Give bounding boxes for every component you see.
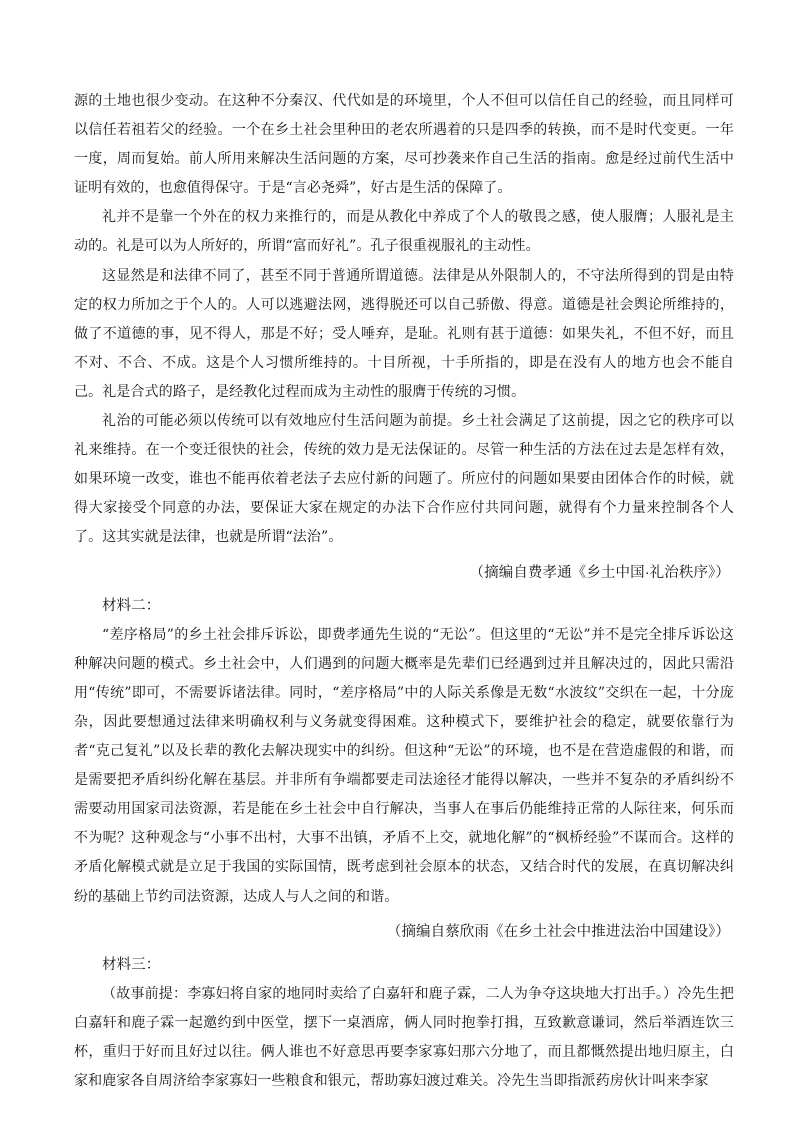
material1-paragraph-3: 这显然是和法律不同了，甚至不同于普通所谓道德。法律是从外限制人的，不守法所得到的罚是由特定的权力所加之于个人的。人可以逃避法网，逃得脱还可以自己骄傲、得意。道德是社会舆论所维持的，做了不道德的事，见不得人，那是不好；受人唾弃，是耻。礼则有甚于道德：如果失礼，不但不好，而且不对、不合、不成。这是个人习惯所维持的。十目所视，十手所指的，即是在没有人的地方也会不能自己。礼是合式的路子，是经教化过程而成为主动性的服膺于传统的习惯。 [74, 267, 734, 400]
material2-source: （摘编自蔡欣雨《在乡土社会中推进法治中国建设》） [386, 923, 730, 940]
material1-paragraph-2: 礼并不是靠一个外在的权力来推行的，而是从教化中养成了个人的敬畏之感，使人服膺；人服礼是主动的。礼是可以为人所好的，所谓“富而好礼”。孔子很重视服礼的主动性。 [74, 209, 734, 255]
material2-paragraph-1: “差序格局”的乡土社会排斥诉讼，即费孝通先生说的“无讼”。但这里的“无讼”并不是完全排斥诉讼这种解决问题的模式。乡土社会中，人们遇到的问题大概率是先辈们已经遇到过并且解决过的，因此只需沿用“传统”即可，不需要诉诸法律。同时，“差序格局”中的人际关系像是无数“水波纹”交织在一起，十分庞杂，因此要想通过法律来明确权利与义务就变得困难。这种模式下，要维护社会的稳定，就要依靠行为者“克己复礼”以及长辈的教化去解决现实中的纠纷。但这种“无讼”的环境，也不是在营造虚假的和谐，而是需要把矛盾纠纷化解在基层。并非所有争端都要走司法途径才能得以解决，一些并不复杂的矛盾纠纷不需要动用国家司法资源，若是能在乡土社会中自行解决，当事人在事后仍能维持正常的人际往来，何乐而不为呢？这种观念与“小事不出村，大事不出镇，矛盾不上交，就地化解”的“枫桥经验”不谋而合。这样的矛盾化解模式就是立足于我国的实际国情，既考虑到社会原本的状态，又结合时代的发展，在真切解决纠纷的基础上节约司法资源，达成人与人之间的和谐。 [74, 626, 734, 905]
material3-paragraph-1: （故事前提：李寡妇将自家的地同时卖给了白嘉轩和鹿子霖，二人为争夺这块地大打出手。）冷先生把白嘉轩和鹿子霖一起邀约到中医堂，摆下一桌酒席，俩人同时抱拳打揖，互致歉意谦词，然后举酒连饮三杯，重归于好而且好过以往。俩人谁也不好意思再要李家寡妇那六分地了，而且都慨然提出地归原主，白家和鹿家各自周济给李家寡妇一些粮食和银元，帮助寡妇渡过难关。冷先生当即指派药房伙计叫来李家 [74, 985, 734, 1090]
material3-heading: 材料三： [102, 956, 161, 973]
material1-paragraph-4: 礼治的可能必须以传统可以有效地应付生活问题为前提。乡土社会满足了这前提，因之它的秩序可以礼来维持。在一个变迁很快的社会，传统的效力是无法保证的。尽管一种生活的方法在过去是怎样有效，如果环境一改变，谁也不能再依着老法子去应付新的问题了。所应付的问题如果要由团体合作的时候，就得大家接受个同意的办法，要保证大家在规定的办法下合作应付共同问题，就得有个力量来控制各个人了。这其实就是法律，也就是所谓“法治”。 [74, 413, 734, 546]
document-body [74, 87, 734, 1096]
material2-heading: 材料二： [102, 597, 161, 614]
material1-source: （摘编自费孝通《乡土中国·礼治秩序》） [469, 564, 730, 581]
material1-paragraph-1: 源的土地也很少变动。在这种不分秦汉、代代如是的环境里，个人不但可以信任自己的经验，而且同样可以信任若祖若父的经验。一个在乡土社会里种田的老农所遇着的只是四季的转换，而不是时代变更。一年一度，周而复始。前人所用来解决生活问题的方案，尽可抄袭来作自己生活的指南。愈是经过前代生活中证明有效的，也愈值得保守。于是“言必尧舜”，好古是生活的保障了。 [74, 93, 734, 197]
